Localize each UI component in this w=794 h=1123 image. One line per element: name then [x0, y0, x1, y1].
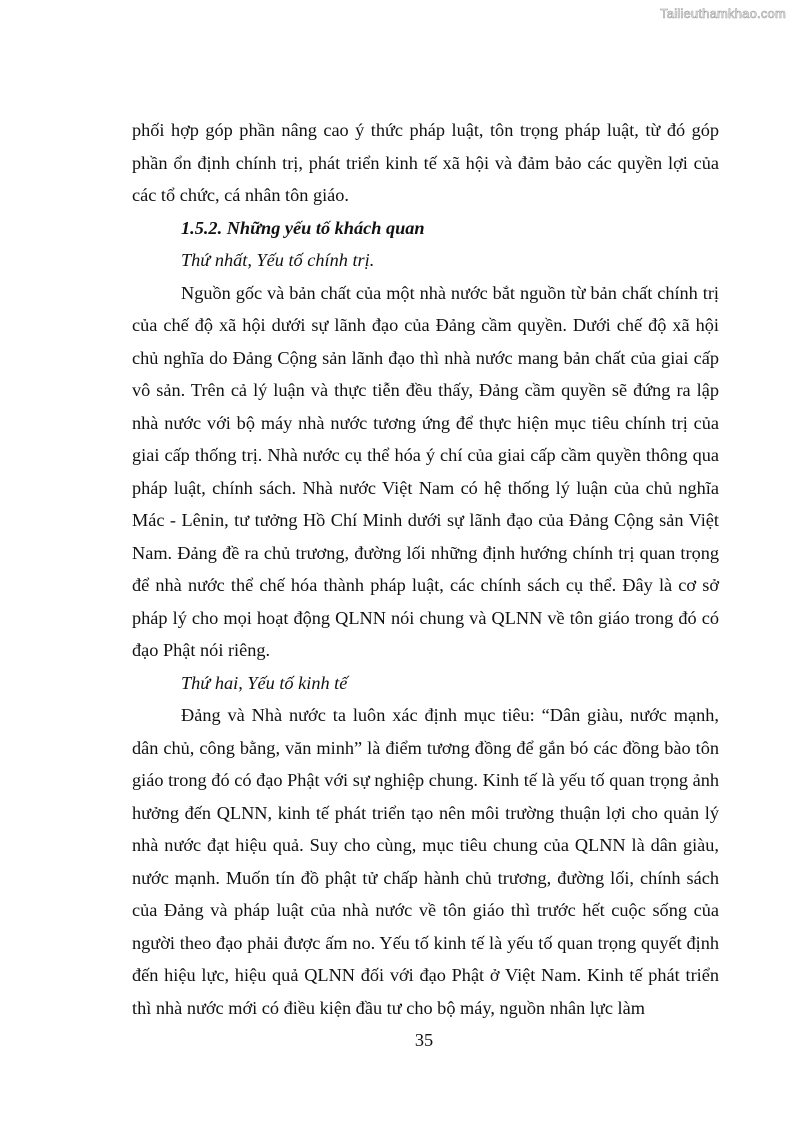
paragraph-economic: Đảng và Nhà nước ta luôn xác định mục tiêu: “Dân giàu, nước mạnh, dân chủ, công bằng, văn minh” là điểm tương đồng để gắn bó các đồng bào tôn giáo trong đó có đạo Phật với sự nghiệp chung. Kinh tế là yếu tố quan trọng ảnh hưởng đến QLNN, kinh tế phát triển tạo nên môi trường thuận lợi cho quản lý nhà nước đạt hiệu quả. Suy cho cùng, mục tiêu chung của QLNN là dân giàu, nước mạnh. Muốn tín đồ phật tử chấp hành chủ trương, đường lối, chính sách của Đảng và pháp luật của nhà nước về tôn giáo thì trước hết cuộc sống của người theo đạo phải được ấm no. Yếu tố kinh tế là yếu tố quan trọng quyết định đến hiệu lực, hiệu quả QLNN đối với đạo Phật ở Việt Nam. Kinh tế phát triển thì nhà nước mới có điều kiện đầu tư cho bộ máy, nguồn nhân lực làm [132, 705, 719, 1018]
paragraph-continuation: phối hợp góp phần nâng cao ý thức pháp luật, tôn trọng pháp luật, từ đó góp phần ổn định chính trị, phát triển kinh tế xã hội và đảm bảo các quyền lợi của các tổ chức, cá nhân tôn giáo. [132, 120, 719, 205]
paragraph-political: Nguồn gốc và bản chất của một nhà nước bắt nguồn từ bản chất chính trị của chế độ xã hội dưới sự lãnh đạo của Đảng cầm quyền. Dưới chế độ xã hội chủ nghĩa do Đảng Cộng sản lãnh đạo thì nhà nước mang bản chất của giai cấp vô sản. Trên cả lý luận và thực tiễn đều thấy, Đảng cầm quyền sẽ đứng ra lập nhà nước với bộ máy nhà nước tương ứng để thực hiện mục tiêu chính trị của giai cấp thống trị. Nhà nước cụ thể hóa ý chí của giai cấp cầm quyền thông qua pháp luật, chính sách. Nhà nước Việt Nam có hệ thống lý luận của chủ nghĩa Mác - Lênin, tư tưởng Hồ Chí Minh dưới sự lãnh đạo của Đảng Cộng sản Việt Nam. Đảng đề ra chủ trương, đường lối những định hướng chính trị quan trọng để nhà nước thể chế hóa thành pháp luật, các chính sách cụ thể. Đây là cơ sở pháp lý cho mọi hoạt động QLNN nói chung và QLNN về tôn giáo trong đó có đạo Phật nói riêng. [132, 282, 719, 660]
page-number: 35 [414, 1030, 434, 1050]
watermark-text: Tailieuthamkhao.com [660, 6, 786, 21]
subheading-economic: Thứ hai, Yếu tố kinh tế [181, 672, 348, 693]
section-heading: 1.5.2. Những yếu tố khách quan [181, 217, 425, 238]
subheading-political: Thứ nhất, Yếu tố chính trị. [181, 250, 375, 270]
document-body [132, 114, 719, 1024]
